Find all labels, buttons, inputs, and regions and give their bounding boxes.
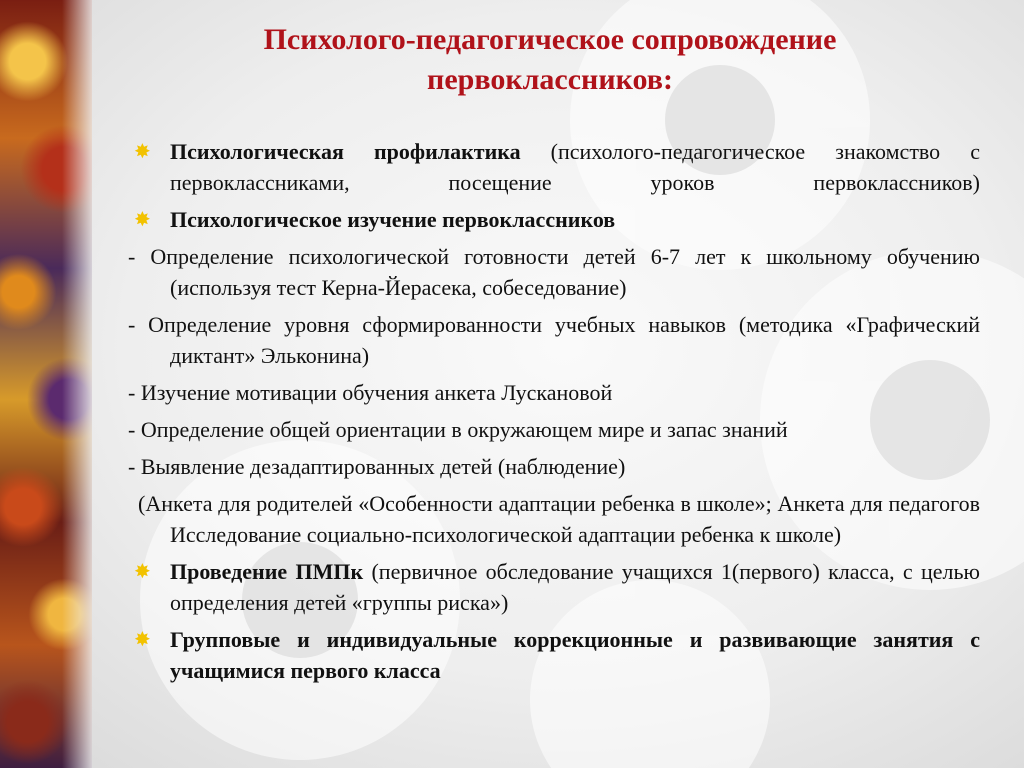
list-item: (Анкета для родителей «Особенности адаптации ребенка в школе»; Анкета для педагогов Исследование социально-психологической адаптации ребенка к школе) xyxy=(138,491,980,547)
item-text: (психолого-педагогическое знакомство с первоклассниками, посещение уроков первоклассников) xyxy=(170,139,980,195)
item-bold: Групповые и индивидуальные коррекционные и развивающие занятия с учащимися первого класса xyxy=(170,627,980,683)
list-item xyxy=(128,204,980,235)
list-item: - Определение психологической готовности детей 6-7 лет к школьному обучению (используя тест Керна-Йерасека, собеседование) xyxy=(128,244,980,300)
decorative-side-panel xyxy=(0,0,92,768)
list-item xyxy=(128,136,980,198)
list-item xyxy=(128,556,980,618)
slide-title xyxy=(200,20,900,100)
slide-content xyxy=(128,136,980,692)
item-bold: Проведение ПМПк xyxy=(170,559,364,584)
item-bold: Психологическая профилактика xyxy=(170,139,521,164)
gear-star-bullet-icon: ✸ xyxy=(134,629,151,651)
item-text: (первичное обследование учащихся 1(первого) класса, с целью определения детей «группы риска») xyxy=(170,559,980,615)
list-item: - Изучение мотивации обучения анкета Лускановой xyxy=(128,380,613,405)
gear-star-bullet-icon: ✸ xyxy=(134,141,151,163)
list-item: - Определение уровня сформированности учебных навыков (методика «Графический диктант» Эльконина) xyxy=(128,312,980,368)
list-item xyxy=(128,624,980,686)
list-item: - Выявление дезадаптированных детей (наблюдение) xyxy=(128,454,626,479)
gear-star-bullet-icon: ✸ xyxy=(134,209,151,231)
title-line-1: Психолого-педагогическое сопровождение xyxy=(263,23,837,56)
item-bold: Психологическое изучение первоклассников xyxy=(170,207,616,232)
gear-star-bullet-icon: ✸ xyxy=(134,561,151,583)
list-item: - Определение общей ориентации в окружающем мире и запас знаний xyxy=(128,417,788,442)
title-line-2: первоклассников: xyxy=(427,63,673,96)
